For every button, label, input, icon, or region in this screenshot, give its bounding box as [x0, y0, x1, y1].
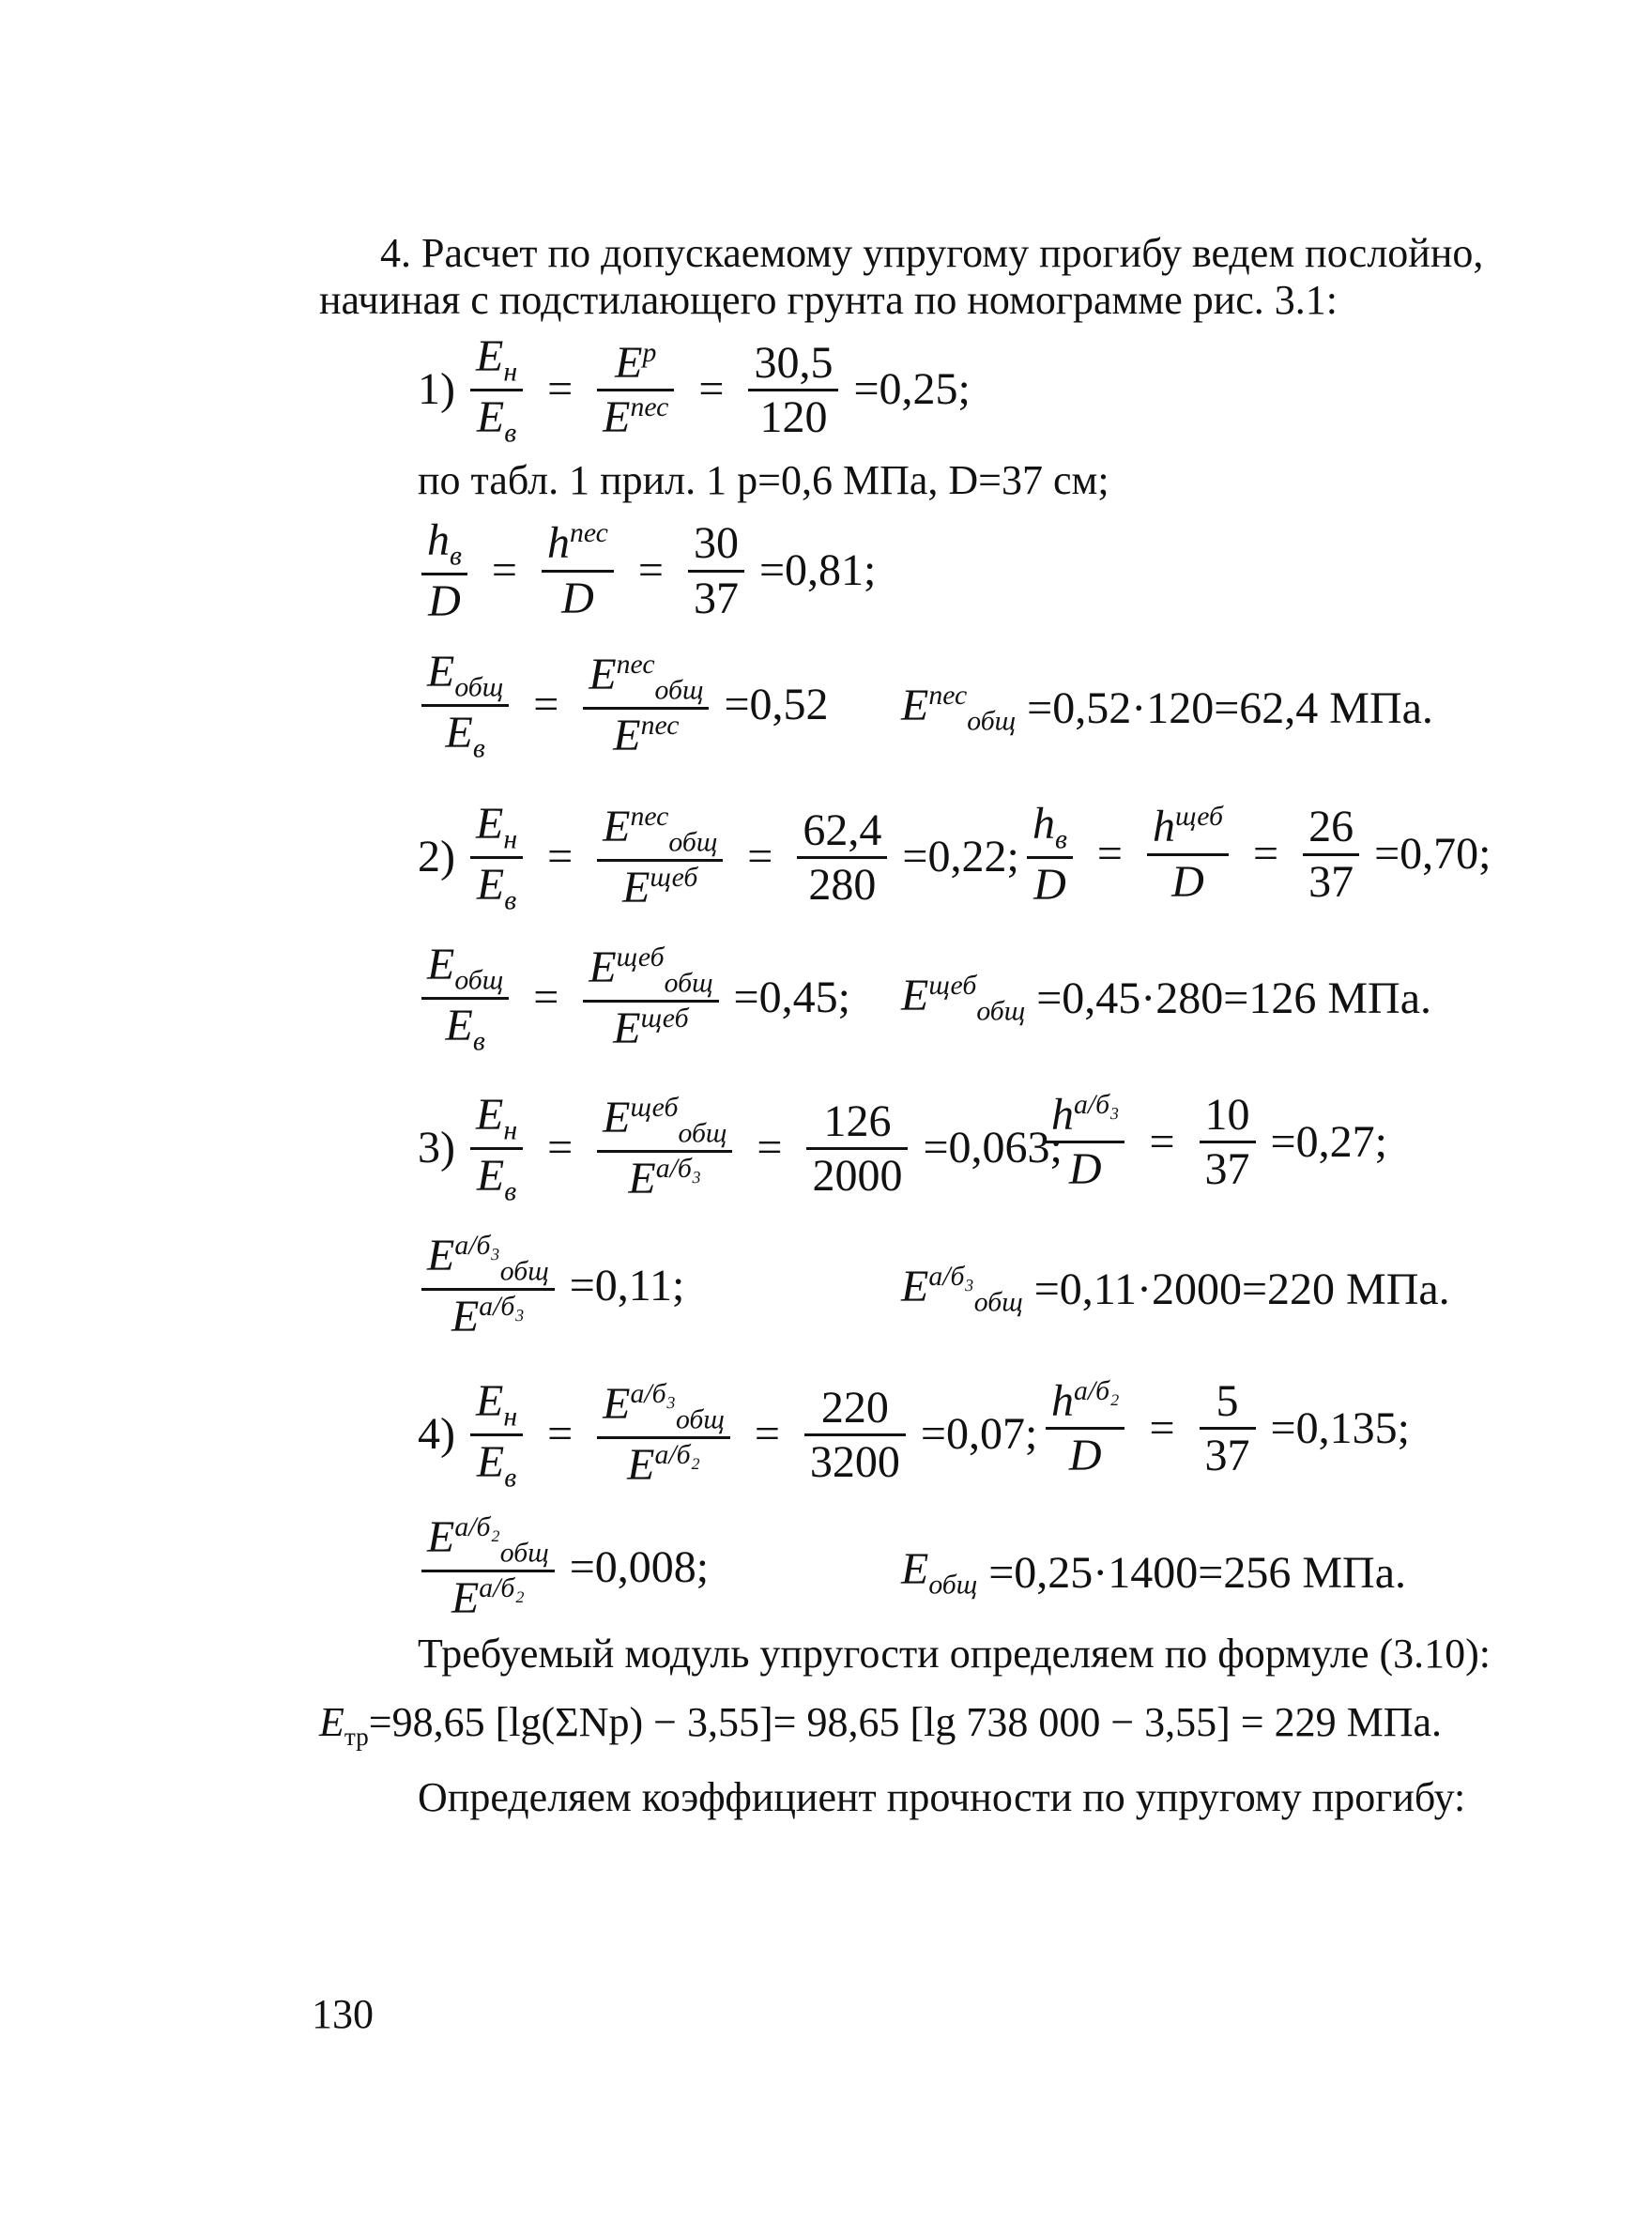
intro-line-2: начиная с подстилающего грунта по номограмме рис. 3.1:: [319, 277, 1338, 323]
step1-h-result: =0,81;: [758, 545, 877, 595]
step4-h-equation: $\frac{h^{а/б_2}}{D}$ = $\frac{5}{37}$ =0,135;: [1042, 1375, 1410, 1481]
step2-h-equation: $\frac{h_в}{D}$ = $\frac{h^{щеб}}{D}$ = $\frac{26}{37}$ =0,70;: [1023, 798, 1491, 911]
step1-ratio-equation: 1) $\frac{E_н}{E_в}$ = $\frac{E^р}{E^{пес}}$ = $\frac{30,5}{120}$ =0,25;: [418, 331, 971, 449]
step1-eobsh-equation: $\frac{E_{общ}}{E_в}$ = $\frac{E^{пес}_{общ}}{E^{пес}}$ =0,52: [418, 646, 829, 765]
page-number: 130: [312, 1991, 374, 2037]
closing-line-1: Требуемый модуль упругости определяем по формуле (3.10):: [418, 1631, 1491, 1677]
closing-formula: $E_{тр}=98,65$ [lg(ΣNp) − 3,55]= 98,65 [lg 738 000 − 3,55] = 229 МПа.: [319, 1699, 1443, 1751]
step3-eobsh-value: $E^{а/б_3}_{общ} =0,11\cdot 2000=220$ МПа.: [901, 1261, 1450, 1318]
step3-eobsh-equation: $\frac{E^{а/б_3}_{общ}}{E^{а/б_3}}$ =0,11;: [418, 1230, 684, 1342]
step1-table-note: по табл. 1 прил. 1 p=0,6 МПа, D=37 см;: [418, 457, 1109, 503]
step2-eobsh-value: $E^{щеб}_{общ} =0,45\cdot 280=126$ МПа.: [901, 970, 1431, 1027]
fraction-values: $\frac{30,5}{120}$: [748, 337, 838, 443]
step4-eobsh-value: $E_{общ} =0,25\cdot 1400=256$ МПа.: [901, 1544, 1407, 1601]
step1-h-equation: $\frac{h_в}{D}$ = $\frac{h^{пес}}{D}$ = $\frac{30}{37}$ =0,81;: [418, 514, 876, 627]
step3-ratio-equation: 3) $\frac{E_н}{E_в}$ = $\frac{E^{щеб}_{общ}}{E^{а/б_3}}$ = $\frac{126}{2000}$ =0,063;: [418, 1090, 1063, 1207]
step1-label: 1): [418, 364, 455, 415]
step2-ratio-equation: 2) $\frac{E_н}{E_в}$ = $\frac{E^{пес}_{общ}}{E^{щеб}}$ = $\frac{62,4}{280}$ =0,22;: [418, 799, 1019, 916]
step1-ratio-result: =0,25;: [853, 364, 971, 415]
fraction-ep-epes: $\frac{E^р}{E^{пес}}$: [597, 337, 674, 443]
step3-h-equation: $\frac{h^{а/б_3}}{D}$ = $\frac{10}{37}$ =0,27;: [1042, 1089, 1387, 1195]
step2-eobsh-equation: $\frac{E_{общ}}{E_в}$ = $\frac{E^{щеб}_{общ}}{E^{щеб}}$ =0,45;: [418, 939, 850, 1058]
step4-eobsh-equation: $\frac{E^{а/б_2}_{общ}}{E^{а/б_2}}$ =0,008;: [418, 1511, 709, 1624]
step4-ratio-equation: 4) $\frac{E_н}{E_в}$ = $\frac{E^{а/б_3}_{общ}}{E^{а/б_2}}$ = $\frac{220}{3200}$ =0,07;: [418, 1376, 1038, 1494]
step1-eobsh-value: $E^{пес}_{общ} =0,52\cdot 120=62,4$ МПа.: [901, 680, 1433, 737]
fraction-en-ev: $\frac{E_н}{E_в}$: [470, 330, 523, 450]
intro-line-1: 4. Расчет по допускаемому упругому прогибу ведем послойно,: [380, 230, 1484, 276]
closing-line-3: Определяем коэффициент прочности по упругому прогибу:: [418, 1774, 1466, 1820]
